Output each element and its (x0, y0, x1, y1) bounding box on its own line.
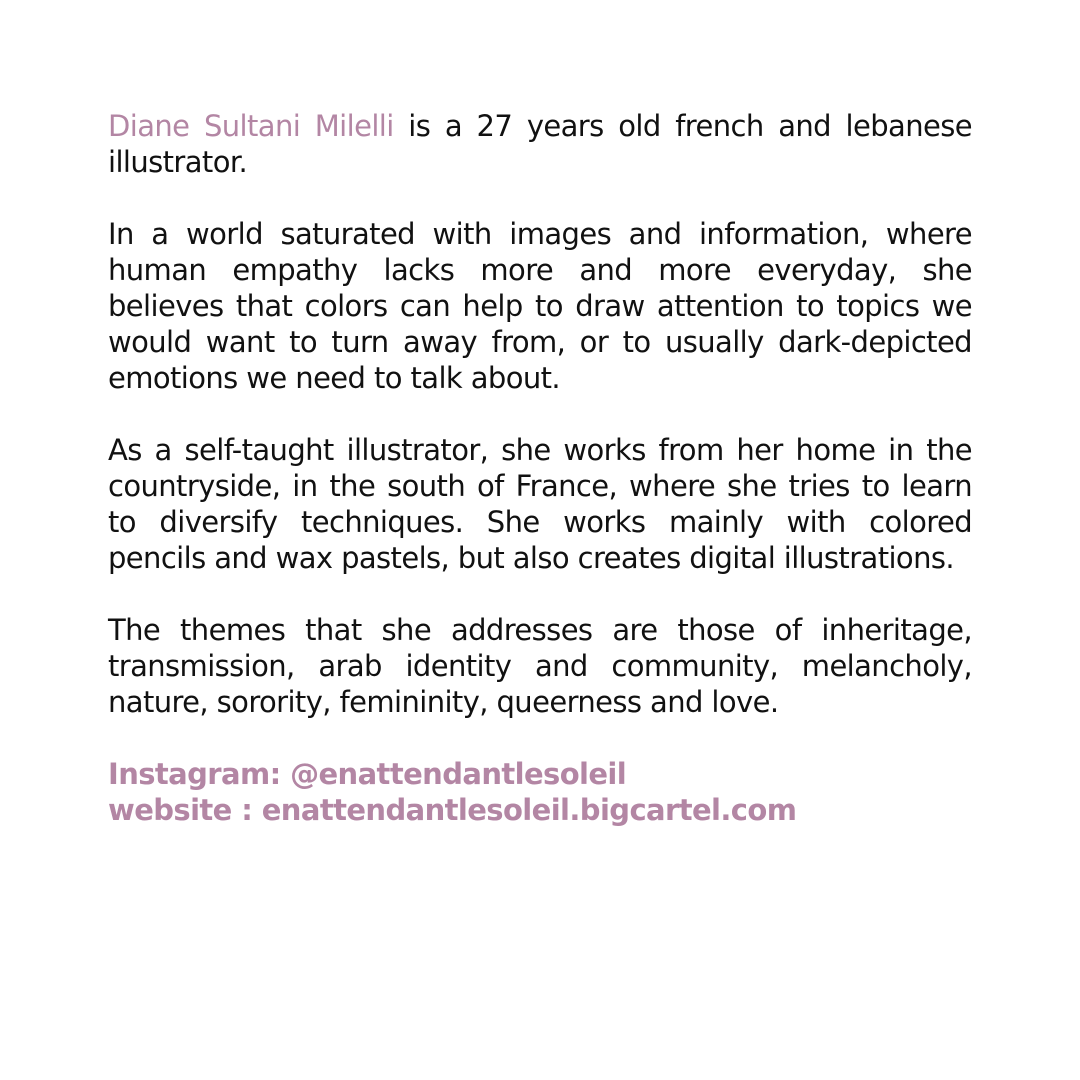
website-link[interactable]: website : enattendantlesoleil.bigcartel.com (108, 793, 797, 827)
intro-paragraph (108, 108, 972, 180)
intro-text: is a 27 years old french and lebanese illustrator. (108, 109, 972, 179)
bio-paragraph-empathy: In a world saturated with images and information, where human empathy lacks more and more everyday, she believes that colors can help to draw attention to topics we would want to turn away from, or to usually dark-depicted emotions we need to talk about. (108, 217, 972, 395)
bio-paragraph-themes: The themes that she addresses are those of inheritage, transmission, arab identity and community, melancholy, nature, sorority, femininity, queerness and love. (108, 613, 972, 719)
bio-paragraph-technique: As a self-taught illustrator, she works from her home in the countryside, in the south of France, where she tries to learn to diversify techniques. She works mainly with colored pencils and wax pastels, but also creates digital illustrations. (108, 433, 972, 575)
artist-name: Diane Sultani Milelli (108, 109, 394, 143)
instagram-handle[interactable]: Instagram: @enattendantlesoleil (108, 757, 627, 791)
contact-links (108, 756, 972, 828)
bio-text-block (108, 108, 972, 828)
